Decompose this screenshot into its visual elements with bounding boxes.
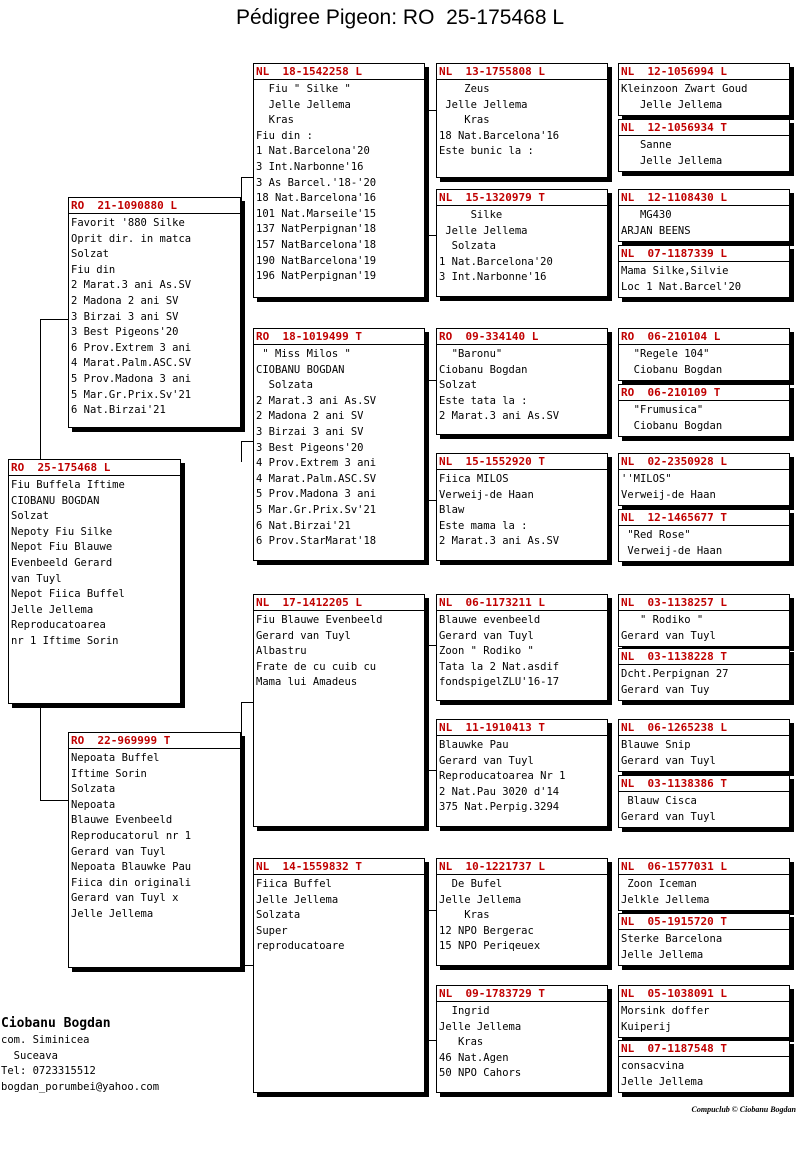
- detail-line: CIOBANU BOGDAN: [11, 494, 100, 507]
- pigeon-details: [437, 470, 607, 550]
- gen4-card: [618, 328, 790, 381]
- ssd-card: [436, 189, 608, 297]
- pigeon-details: [619, 1002, 789, 1035]
- detail-line: Jelle Jellema: [256, 893, 339, 906]
- detail-line: Reproducatoarea Nr 1: [439, 770, 566, 783]
- ring-number: NL 06-1577031 L: [619, 859, 789, 875]
- pigeon-details: [437, 1002, 607, 1082]
- pigeon-details: [437, 345, 607, 425]
- ring-number: RO 25-175468 L: [9, 460, 180, 476]
- detail-line: 2 Nat.Pau 3020 d'14: [439, 785, 560, 798]
- detail-line: 12 NPO Bergerac: [439, 924, 534, 937]
- detail-line: Solzata: [256, 379, 313, 392]
- owner-city: Suceava: [1, 1049, 58, 1062]
- detail-line: 6 Prov.Extrem 3 ani: [71, 341, 192, 354]
- detail-line: Zeus: [439, 83, 490, 95]
- page-title: Pédigree Pigeon: RO 25-175468 L: [235, 6, 565, 29]
- detail-line: Jelle Jellema: [71, 907, 154, 920]
- gen4-card: [618, 775, 790, 828]
- pigeon-details: [619, 470, 789, 503]
- detail-line: fondspigelZLU'16-17: [439, 676, 560, 689]
- pigeon-details: [254, 345, 424, 550]
- detail-line: Gerard van Tuyl: [439, 629, 534, 642]
- gen4-card: [618, 1040, 790, 1093]
- sdd-card: [436, 453, 608, 561]
- detail-line: Frate de cu cuib cu: [256, 660, 377, 673]
- detail-line: Jelle Jellema: [256, 98, 351, 111]
- connector: [40, 319, 41, 460]
- detail-line: Mama lui Amadeus: [256, 676, 358, 689]
- detail-line: 2 Marat.3 ani As.SV: [439, 410, 560, 423]
- pigeon-details: [69, 749, 240, 923]
- pigeon-details: [619, 875, 789, 908]
- pigeon-details: [619, 665, 789, 698]
- detail-line: Gerard van Tuyl: [439, 754, 534, 767]
- detail-line: 3 Int.Narbonne'16: [256, 160, 364, 173]
- detail-line: Fiica din originali: [71, 876, 192, 889]
- detail-line: Fiu din :: [256, 129, 313, 142]
- detail-line: Gerard van Tuyl: [621, 810, 716, 823]
- detail-line: Kras: [439, 1036, 484, 1049]
- connector: [241, 800, 242, 965]
- gen4-card: [618, 913, 790, 966]
- ring-number: NL 13-1755808 L: [437, 64, 607, 80]
- detail-line: Jelle Jellema: [439, 98, 528, 111]
- detail-line: 6 Nat.Birzai'21: [256, 519, 351, 532]
- detail-line: Verweij-de Haan: [439, 488, 534, 501]
- connector: [241, 177, 242, 314]
- gen4-card: [618, 453, 790, 506]
- detail-line: Blaw: [439, 504, 465, 517]
- detail-line: Morsink doffer: [621, 1005, 710, 1017]
- detail-line: Nepoata Blauwke Pau: [71, 861, 192, 874]
- detail-line: Favorit '880 Silke: [71, 217, 185, 229]
- pigeon-details: [254, 80, 424, 285]
- connector: [40, 800, 69, 801]
- gen4-card: [618, 119, 790, 172]
- detail-line: "Baronu": [439, 348, 503, 360]
- detail-line: Jelle Jellema: [621, 154, 723, 167]
- sds-card: [436, 328, 608, 435]
- subject-pigeon-card: [8, 459, 181, 704]
- ring-number: NL 07-1187548 T: [619, 1041, 789, 1057]
- detail-line: 3 Birzai 3 ani SV: [256, 425, 364, 438]
- detail-line: Gerard van Tuyl: [256, 629, 351, 642]
- detail-line: Ingrid: [439, 1005, 490, 1017]
- detail-line: Gerard van Tuyl x: [71, 892, 179, 905]
- detail-line: 6 Nat.Birzai'21: [71, 404, 166, 417]
- detail-line: Reproducatoarea: [11, 619, 106, 632]
- ring-number: NL 10-1221737 L: [437, 859, 607, 875]
- detail-line: Jelkle Jellema: [621, 893, 710, 906]
- detail-line: 50 NPO Cahors: [439, 1067, 522, 1080]
- detail-line: De Bufel: [439, 878, 503, 890]
- detail-line: Reproducatorul nr 1: [71, 829, 192, 842]
- detail-line: Nepoty Fiu Silke: [11, 525, 113, 538]
- gen4-card: [618, 858, 790, 911]
- ring-number: NL 03-1138386 T: [619, 776, 789, 792]
- sire-dam-card: [253, 328, 425, 561]
- detail-line: Iftime Sorin: [71, 767, 147, 780]
- detail-line: Verweij-de Haan: [621, 488, 716, 501]
- ring-number: RO 06-210104 L: [619, 329, 789, 345]
- detail-line: Jelle Jellema: [439, 224, 528, 237]
- detail-line: nr 1 Iftime Sorin: [11, 634, 119, 647]
- dss-card: [436, 594, 608, 701]
- pigeon-details: [437, 736, 607, 816]
- gen4-card: [618, 384, 790, 437]
- ring-number: RO 06-210109 T: [619, 385, 789, 401]
- pigeon-details: [619, 736, 789, 769]
- detail-line: Blauw Cisca: [621, 795, 697, 807]
- detail-line: 137 NatPerpignan'18: [256, 223, 377, 236]
- detail-line: 101 Nat.Marseile'15: [256, 207, 377, 220]
- detail-line: 1 Nat.Barcelona'20: [256, 145, 370, 158]
- detail-line: Gerard van Tuy: [621, 683, 710, 696]
- detail-line: 3 Birzai 3 ani SV: [71, 310, 179, 323]
- detail-line: Verweij-de Haan: [621, 544, 723, 557]
- detail-line: 4 Marat.Palm.ASC.SV: [71, 357, 192, 370]
- detail-line: Gerard van Tuyl: [621, 629, 716, 642]
- ring-number: NL 03-1138257 L: [619, 595, 789, 611]
- detail-line: 4 Marat.Palm.ASC.SV: [256, 472, 377, 485]
- detail-line: Jelle Jellema: [11, 603, 94, 616]
- detail-line: ARJAN BEENS: [621, 224, 691, 237]
- gen4-card: [618, 648, 790, 701]
- sire-card: [68, 197, 241, 428]
- gen4-card: [618, 719, 790, 772]
- detail-line: 46 Nat.Agen: [439, 1051, 509, 1064]
- pigeon-details: [619, 611, 789, 644]
- detail-line: Kras: [439, 909, 490, 922]
- detail-line: Este mama la :: [439, 519, 528, 532]
- detail-line: 5 Prov.Madona 3 ani: [256, 488, 377, 501]
- detail-line: 5 Mar.Gr.Prix.Sv'21: [71, 388, 192, 401]
- owner-info: [1, 1015, 159, 1095]
- detail-line: 3 Best Pigeons'20: [256, 441, 364, 454]
- dsd-card: [436, 719, 608, 827]
- detail-line: van Tuyl: [11, 572, 62, 585]
- detail-line: Ciobanu Bogdan: [621, 363, 723, 376]
- connector: [241, 441, 242, 462]
- detail-line: 6 Prov.StarMarat'18: [256, 535, 377, 548]
- pigeon-details: [69, 214, 240, 419]
- pigeon-details: [619, 930, 789, 963]
- ring-number: RO 18-1019499 T: [254, 329, 424, 345]
- pigeon-details: [437, 875, 607, 955]
- detail-line: 196 NatPerpignan'19: [256, 270, 377, 283]
- detail-line: 190 NatBarcelona'19: [256, 254, 377, 267]
- ring-number: NL 05-1915720 T: [619, 914, 789, 930]
- ring-number: NL 09-1783729 T: [437, 986, 607, 1002]
- detail-line: 2 Marat.3 ani As.SV: [256, 394, 377, 407]
- pigeon-details: [9, 476, 180, 650]
- pigeon-details: [619, 80, 789, 113]
- detail-line: Fiu Blauwe Evenbeeld: [256, 614, 383, 626]
- sss-card: [436, 63, 608, 178]
- pigeon-details: [619, 345, 789, 378]
- detail-line: 157 NatBarcelona'18: [256, 238, 377, 251]
- detail-line: Fiu " Silke ": [256, 83, 351, 95]
- pigeon-details: [619, 206, 789, 239]
- detail-line: Fiu Buffela Iftime: [11, 479, 125, 491]
- detail-line: Albastru: [256, 645, 307, 658]
- detail-line: Kuiperij: [621, 1020, 672, 1033]
- detail-line: Kleinzoon Zwart Goud: [621, 83, 748, 95]
- pigeon-details: [254, 611, 424, 691]
- detail-line: 2 Madona 2 ani SV: [71, 294, 179, 307]
- detail-line: Sanne: [621, 139, 672, 151]
- detail-line: Jelle Jellema: [439, 1020, 522, 1033]
- pigeon-details: [619, 262, 789, 295]
- detail-line: Evenbeeld Gerard: [11, 556, 113, 569]
- dds-card: [436, 858, 608, 966]
- detail-line: Blauwe Snip: [621, 739, 691, 751]
- detail-line: 3 As Barcel.'18-'20: [256, 176, 377, 189]
- dam-sire-card: [253, 594, 425, 827]
- ring-number: NL 06-1173211 L: [437, 595, 607, 611]
- ring-number: NL 12-1108430 L: [619, 190, 789, 206]
- owner-email: bogdan_porumbei@yahoo.com: [1, 1080, 160, 1093]
- pigeon-details: [619, 526, 789, 559]
- detail-line: "Regele 104": [621, 348, 710, 360]
- ring-number: RO 21-1090880 L: [69, 198, 240, 214]
- ring-number: NL 11-1910413 T: [437, 720, 607, 736]
- pigeon-details: [619, 136, 789, 169]
- gen4-card: [618, 509, 790, 562]
- detail-line: Jelle Jellema: [621, 1075, 704, 1088]
- gen4-card: [618, 985, 790, 1038]
- detail-line: Nepoata: [71, 798, 116, 811]
- detail-line: Solzat: [439, 379, 477, 392]
- gen4-card: [618, 63, 790, 116]
- pigeon-details: [254, 875, 424, 955]
- ring-number: NL 05-1038091 L: [619, 986, 789, 1002]
- detail-line: " Miss Milos ": [256, 348, 351, 360]
- detail-line: Solzata: [439, 240, 496, 253]
- detail-line: Zoon Iceman: [621, 878, 697, 890]
- detail-line: Nepoata Buffel: [71, 752, 160, 764]
- dam-dam-card: [253, 858, 425, 1093]
- ring-number: NL 15-1320979 T: [437, 190, 607, 206]
- detail-line: Gerard van Tuyl: [621, 754, 716, 767]
- detail-line: 4 Prov.Extrem 3 ani: [256, 457, 377, 470]
- detail-line: 375 Nat.Perpig.3294: [439, 801, 560, 814]
- pigeon-details: [437, 206, 607, 286]
- detail-line: Kras: [439, 114, 490, 127]
- connector: [40, 704, 41, 800]
- ring-number: NL 12-1056934 T: [619, 120, 789, 136]
- detail-line: Ciobanu Bogdan: [621, 419, 723, 432]
- detail-line: Zoon " Rodiko ": [439, 645, 534, 658]
- detail-line: Nepot Fiu Blauwe: [11, 541, 113, 554]
- detail-line: 3 Best Pigeons'20: [71, 326, 179, 339]
- gen4-card: [618, 594, 790, 647]
- detail-line: Tata la 2 Nat.asdif: [439, 660, 560, 673]
- detail-line: ''MILOS": [621, 473, 672, 485]
- detail-line: Blauwe evenbeeld: [439, 614, 541, 626]
- ring-number: NL 03-1138228 T: [619, 649, 789, 665]
- detail-line: 18 Nat.Barcelona'16: [256, 192, 377, 205]
- detail-line: "Frumusica": [621, 404, 704, 416]
- detail-line: Blauwke Pau: [439, 739, 509, 751]
- ring-number: NL 17-1412205 L: [254, 595, 424, 611]
- gen4-card: [618, 245, 790, 298]
- detail-line: 18 Nat.Barcelona'16: [439, 129, 560, 142]
- detail-line: Oprit dir. in matca: [71, 232, 192, 245]
- detail-line: " Rodiko ": [621, 614, 704, 626]
- detail-line: Solzata: [71, 783, 116, 796]
- owner-address: com. Siminicea: [1, 1034, 90, 1046]
- detail-line: Nepot Fiica Buffel: [11, 588, 125, 601]
- detail-line: Solzata: [256, 909, 301, 922]
- detail-line: 3 Int.Narbonne'16: [439, 271, 547, 284]
- detail-line: Blauwe Evenbeeld: [71, 814, 173, 827]
- detail-line: reproducatoare: [256, 940, 345, 953]
- detail-line: 5 Mar.Gr.Prix.Sv'21: [256, 503, 377, 516]
- dam-card: [68, 732, 241, 968]
- detail-line: CIOBANU BOGDAN: [256, 363, 345, 376]
- detail-line: MG430: [621, 209, 672, 221]
- pigeon-details: [619, 792, 789, 825]
- pigeon-details: [437, 611, 607, 691]
- detail-line: Fiica MILOS: [439, 473, 509, 485]
- pigeon-details: [437, 80, 607, 160]
- detail-line: Este bunic la :: [439, 145, 534, 158]
- detail-line: 1 Nat.Barcelona'20: [439, 255, 553, 268]
- detail-line: 5 Prov.Madona 3 ani: [71, 372, 192, 385]
- ring-number: NL 15-1552920 T: [437, 454, 607, 470]
- detail-line: Solzat: [11, 510, 49, 523]
- detail-line: Fiica Buffel: [256, 878, 332, 890]
- owner-name: Ciobanu Bogdan: [1, 1016, 111, 1031]
- detail-line: 2 Marat.3 ani As.SV: [439, 535, 560, 548]
- detail-line: Kras: [256, 114, 294, 127]
- detail-line: 2 Madona 2 ani SV: [256, 410, 364, 423]
- gen4-card: [618, 189, 790, 242]
- detail-line: Solzat: [71, 248, 109, 261]
- detail-line: Super: [256, 924, 288, 937]
- detail-line: 2 Marat.3 ani As.SV: [71, 279, 192, 292]
- detail-line: Jelle Jellema: [621, 948, 704, 961]
- detail-line: Gerard van Tuyl: [71, 845, 166, 858]
- connector: [241, 702, 242, 800]
- ring-number: NL 07-1187339 L: [619, 246, 789, 262]
- detail-line: Fiu din: [71, 263, 116, 276]
- detail-line: Sterke Barcelona: [621, 933, 723, 945]
- ring-number: RO 22-969999 T: [69, 733, 240, 749]
- detail-line: Este tata la :: [439, 394, 528, 407]
- detail-line: Dcht.Perpignan 27: [621, 668, 729, 680]
- detail-line: Mama Silke,Silvie: [621, 265, 729, 277]
- ring-number: NL 02-2350928 L: [619, 454, 789, 470]
- detail-line: consacvina: [621, 1060, 685, 1072]
- sire-sire-card: [253, 63, 425, 298]
- ring-number: RO 09-334140 L: [437, 329, 607, 345]
- detail-line: 15 NPO Periqeuex: [439, 940, 541, 953]
- detail-line: Jelle Jellema: [439, 893, 522, 906]
- credit-text: Compuclub © Ciobanu Bogdan: [691, 1105, 796, 1114]
- pigeon-details: [619, 1057, 789, 1090]
- ring-number: NL 06-1265238 L: [619, 720, 789, 736]
- pigeon-details: [619, 401, 789, 434]
- owner-phone: Tel: 0723315512: [1, 1065, 96, 1077]
- ring-number: NL 12-1056994 L: [619, 64, 789, 80]
- detail-line: Loc 1 Nat.Barcel'20: [621, 280, 742, 293]
- ddd-card: [436, 985, 608, 1093]
- ring-number: NL 12-1465677 T: [619, 510, 789, 526]
- detail-line: "Red Rose": [621, 529, 691, 541]
- detail-line: Silke: [439, 209, 503, 221]
- ring-number: NL 18-1542258 L: [254, 64, 424, 80]
- detail-line: Ciobanu Bogdan: [439, 363, 528, 376]
- ring-number: NL 14-1559832 T: [254, 859, 424, 875]
- detail-line: Jelle Jellema: [621, 98, 723, 111]
- connector: [40, 319, 69, 320]
